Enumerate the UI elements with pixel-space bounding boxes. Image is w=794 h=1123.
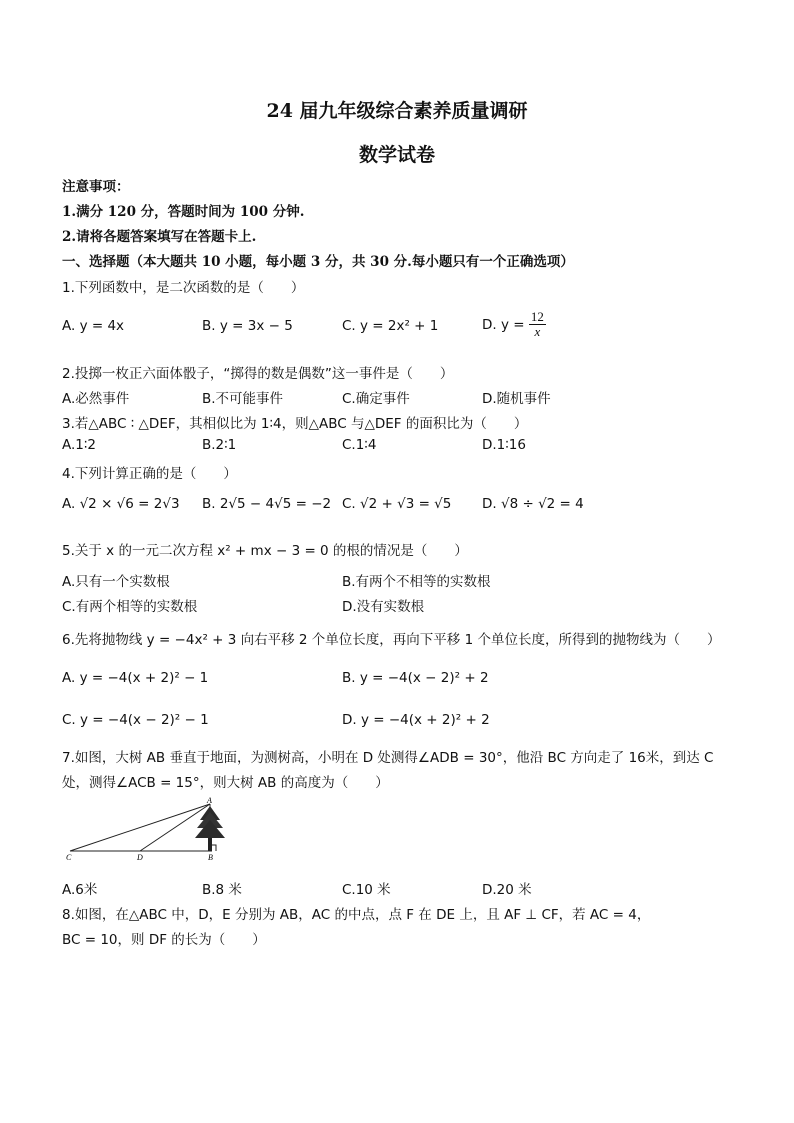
q4-option-c: C. √2 + √3 = √5 <box>342 496 452 512</box>
q4-option-d: D. √8 ÷ √2 = 4 <box>482 496 584 512</box>
question-7-stem-line2: 处，测得∠ACB = 15°，则大树 AB 的高度为（ ） <box>62 775 389 791</box>
notes-heading: 注意事项： <box>62 179 130 195</box>
q4-option-b: B. 2√5 − 4√5 = −2 <box>202 496 332 512</box>
q5-option-c: C.有两个相等的实数根 <box>62 599 198 615</box>
question-8-stem-line2: BC = 10，则 DF 的长为（ ） <box>62 932 266 948</box>
question-5-stem: 5.关于 x 的一元二次方程 x² + mx − 3 = 0 的根的情况是（ ） <box>62 543 468 559</box>
q1-option-c: C. y = 2x² + 1 <box>342 318 439 334</box>
question-1-stem: 1.下列函数中，是二次函数的是（ ） <box>62 280 305 296</box>
question-4-stem: 4.下列计算正确的是（ ） <box>62 466 237 482</box>
q3-option-c: C.1∶4 <box>342 437 377 453</box>
fraction-numerator: 12 <box>530 309 544 324</box>
question-3-stem: 3.若△ABC ∶ △DEF，其相似比为 1∶4，则△ABC 与△DEF 的面积比为（ ） <box>62 416 528 432</box>
fraction-12-over-x <box>529 310 546 340</box>
tree-height-figure <box>62 796 242 864</box>
q2-option-a: A.必然事件 <box>62 391 130 407</box>
section-heading: 一、选择题（本大题共 10 小题，每小题 3 分，共 30 分.每小题只有一个正确选项） <box>62 254 574 270</box>
q1-option-d <box>482 310 546 340</box>
q5-option-a: A.只有一个实数根 <box>62 574 170 590</box>
fraction-denominator: x <box>534 324 541 340</box>
q7-option-a: A.6米 <box>62 882 98 898</box>
exam-title: 24 届九年级综合素养质量调研 <box>266 100 528 122</box>
q2-option-d: D.随机事件 <box>482 391 551 407</box>
q4-option-a: A. √2 × √6 = 2√3 <box>62 496 180 512</box>
q7-option-d: D.20 米 <box>482 882 532 898</box>
q3-option-b: B.2∶1 <box>202 437 237 453</box>
q3-option-a: A.1∶2 <box>62 437 96 453</box>
question-2-stem: 2.投掷一枚正六面体骰子，“掷得的数是偶数”这一事件是（ ） <box>62 366 454 382</box>
exam-subtitle: 数学试卷 <box>358 144 435 166</box>
q6-option-d: D. y = −4(x + 2)² + 2 <box>342 712 490 728</box>
tree-icon <box>195 806 225 851</box>
point-label-d: D <box>137 853 143 862</box>
q1-option-b: B. y = 3x − 5 <box>202 318 293 334</box>
q7-option-c: C.10 米 <box>342 882 391 898</box>
q6-option-c: C. y = −4(x − 2)² − 1 <box>62 712 209 728</box>
question-7-stem-line1: 7.如图，大树 AB 垂直于地面，为测树高，小明在 D 处测得∠ADB = 30°，他沿 BC 方向走了 16米，到达 C <box>62 750 714 766</box>
q1-option-a: A. y = 4x <box>62 318 125 334</box>
q2-option-b: B.不可能事件 <box>202 391 284 407</box>
sight-line-ca <box>70 804 210 851</box>
note-item-1: 1.满分 120 分，答题时间为 100 分钟. <box>62 204 305 220</box>
q6-option-a: A. y = −4(x + 2)² − 1 <box>62 670 209 686</box>
q6-option-b: B. y = −4(x − 2)² + 2 <box>342 670 489 686</box>
note-item-2: 2.请将各题答案填写在答题卡上. <box>62 229 257 245</box>
question-8-stem-line1: 8.如图，在△ABC 中，D，E 分别为 AB，AC 的中点，点 F 在 DE 上，且 AF ⊥ CF，若 AC = 4， <box>62 907 651 923</box>
q1-option-d-label: D. y = <box>482 316 525 333</box>
question-6-stem: 6.先将抛物线 y = −4x² + 3 向右平移 2 个单位长度，再向下平移 1 个单位长度，所得到的抛物线为（ ） <box>62 632 721 648</box>
q3-option-d: D.1∶16 <box>482 437 526 453</box>
q7-option-b: B.8 米 <box>202 882 242 898</box>
q5-option-b: B.有两个不相等的实数根 <box>342 574 491 590</box>
q2-option-c: C.确定事件 <box>342 391 410 407</box>
point-label-c: C <box>66 853 72 862</box>
point-label-b: B <box>208 853 213 862</box>
q5-option-d: D.没有实数根 <box>342 599 425 615</box>
point-label-a: A <box>207 796 212 805</box>
